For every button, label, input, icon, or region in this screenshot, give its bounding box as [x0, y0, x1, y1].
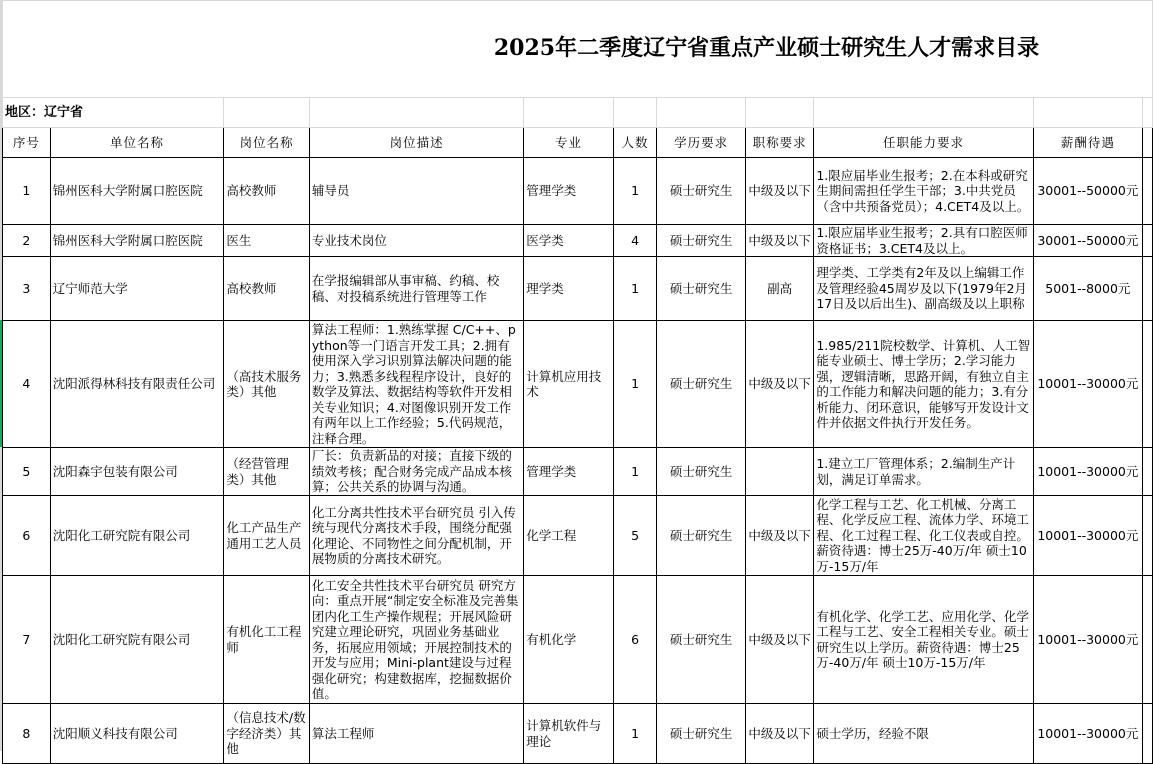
major-cell[interactable]: 管理学类: [524, 448, 613, 496]
desc-cell[interactable]: 辅导员: [309, 158, 523, 225]
unit-cell[interactable]: 沈阳派得林科技有限责任公司: [50, 321, 224, 448]
count-cell[interactable]: 1: [613, 704, 657, 764]
empty-cell[interactable]: [1142, 128, 1152, 158]
header-seq[interactable]: 序号: [3, 128, 51, 158]
empty-cell[interactable]: [1142, 496, 1152, 576]
empty-cell[interactable]: [613, 98, 657, 128]
unit-cell[interactable]: 锦州医科大学附属口腔医院: [50, 225, 224, 257]
post-cell[interactable]: 化工产品生产通用工艺人员: [224, 496, 310, 576]
header-unit[interactable]: 单位名称: [50, 128, 224, 158]
unit-cell[interactable]: 沈阳顺义科技有限公司: [50, 704, 224, 764]
major-cell[interactable]: 管理学类: [524, 158, 613, 225]
unit-cell[interactable]: 沈阳化工研究院有限公司: [50, 496, 224, 576]
empty-cell[interactable]: [1033, 98, 1142, 128]
education-cell[interactable]: 硕士研究生: [657, 321, 745, 448]
empty-cell[interactable]: [1142, 98, 1152, 128]
count-cell[interactable]: 6: [613, 576, 657, 704]
salary-cell[interactable]: 10001--30000元: [1033, 448, 1142, 496]
table-row: [3, 225, 1153, 257]
seq-cell[interactable]: 3: [3, 257, 51, 321]
empty-cell[interactable]: [1142, 257, 1152, 321]
table-row: [3, 257, 1153, 321]
ability-cell[interactable]: 1.985/211院校数学、计算机、人工智能专业硕士、博士学历；2.学习能力强，逻辑清晰，思路开阔，有独立自主的工作能力和解决问题的能力；3.有分析能力、闭环意识，能够写开发设计文件并依据文件执行开发任务。: [814, 321, 1033, 448]
salary-cell[interactable]: 10001--30000元: [1033, 321, 1142, 448]
unit-cell[interactable]: 辽宁师范大学: [50, 257, 224, 321]
post-cell[interactable]: 高校教师: [224, 257, 310, 321]
desc-cell[interactable]: 算法工程师：1.熟练掌握 C/C++、python等一门语言开发工具；2.拥有使用深入学习识别算法解决问题的能力；3.熟悉多线程程序设计，良好的数学及算法、数据结构等软件开发相关专业知识；4.对图像识别开发工作有两年以上工作经验；5.代码规范，注释合理。: [309, 321, 523, 448]
ability-cell[interactable]: 理学类、工学类有2年及以上编辑工作及管理经验45周岁及以下(1979年2月17日及以后出生)、副高级及以上职称: [814, 257, 1033, 321]
header-title-req[interactable]: 职称要求: [745, 128, 814, 158]
unit-cell[interactable]: 沈阳化工研究院有限公司: [50, 576, 224, 704]
title-req-cell[interactable]: 中级及以下: [745, 576, 814, 704]
post-cell[interactable]: 高校教师: [224, 158, 310, 225]
empty-cell[interactable]: [814, 98, 1033, 128]
table-row: [3, 496, 1153, 576]
ability-cell[interactable]: 有机化学、化学工艺、应用化学、化学工程与工艺、安全工程相关专业。硕士研究生以上学历。薪资待遇：博士25万-40万/年 硕士10万-15万/年: [814, 576, 1033, 704]
education-cell[interactable]: 硕士研究生: [657, 225, 745, 257]
header-row: [3, 128, 1153, 158]
talent-demand-table: [2, 0, 1153, 764]
post-cell[interactable]: （高技术服务类）其他: [224, 321, 310, 448]
desc-cell[interactable]: 在学报编辑部从事审稿、约稿、校稿、对投稿系统进行管理等工作: [309, 257, 523, 321]
desc-cell[interactable]: 厂长：负责新品的对接；直接下级的绩效考核；配合财务完成产品成本核算；公共关系的协调与沟通。: [309, 448, 523, 496]
major-cell[interactable]: 医学类: [524, 225, 613, 257]
seq-cell[interactable]: 6: [3, 496, 51, 576]
header-salary[interactable]: 薪酬待遇: [1033, 128, 1142, 158]
empty-cell[interactable]: [1142, 225, 1152, 257]
post-cell[interactable]: （经营管理类）其他: [224, 448, 310, 496]
empty-cell[interactable]: [745, 98, 814, 128]
header-ability[interactable]: 任职能力要求: [814, 128, 1033, 158]
ability-cell[interactable]: 1.建立工厂管理体系；2.编制生产计划，满足订单需求。: [814, 448, 1033, 496]
title-req-cell[interactable]: 中级及以下: [745, 225, 814, 257]
count-cell[interactable]: 1: [613, 257, 657, 321]
unit-cell[interactable]: 锦州医科大学附属口腔医院: [50, 158, 224, 225]
count-cell[interactable]: 5: [613, 496, 657, 576]
title-req-cell[interactable]: 副高: [745, 257, 814, 321]
empty-cell[interactable]: [224, 98, 310, 128]
empty-cell[interactable]: [657, 98, 745, 128]
education-cell[interactable]: 硕士研究生: [657, 704, 745, 764]
empty-cell[interactable]: [524, 98, 613, 128]
major-cell[interactable]: 理学类: [524, 257, 613, 321]
desc-cell[interactable]: 化工安全共性技术平台研究员 研究方向：重点开展“制定安全标准及完善集团内化工生产操作规程；开展风险研究建立理论研究，巩固业务基础业务，拓展应用领域；开展控制技术的开发与应用；Mini-plant建设与过程强化研究；构建数据库，挖掘数据价值。: [309, 576, 523, 704]
empty-cell[interactable]: [1142, 321, 1152, 448]
count-cell[interactable]: 1: [613, 448, 657, 496]
header-post[interactable]: 岗位名称: [224, 128, 310, 158]
seq-cell[interactable]: 7: [3, 576, 51, 704]
post-cell[interactable]: 医生: [224, 225, 310, 257]
title-req-cell[interactable]: [745, 448, 814, 496]
title-req-cell[interactable]: 中级及以下: [745, 496, 814, 576]
header-count[interactable]: 人数: [613, 128, 657, 158]
count-cell[interactable]: 1: [613, 321, 657, 448]
education-cell[interactable]: 硕士研究生: [657, 576, 745, 704]
title-req-cell[interactable]: 中级及以下: [745, 158, 814, 225]
count-cell[interactable]: 4: [613, 225, 657, 257]
spreadsheet: [2, 0, 1153, 764]
seq-cell[interactable]: 5: [3, 448, 51, 496]
title-req-cell[interactable]: 中级及以下: [745, 321, 814, 448]
seq-cell[interactable]: 1: [3, 158, 51, 225]
table-row: [3, 158, 1153, 225]
ability-cell[interactable]: 化学工程与工艺、化工机械、分离工程、化学反应工程、流体力学、环境工程、化工过程工程、化工仪表或自控。薪资待遇：博士25万-40万/年 硕士10万-15万/年: [814, 496, 1033, 576]
header-major[interactable]: 专业: [524, 128, 613, 158]
desc-cell[interactable]: 算法工程师: [309, 704, 523, 764]
table-row: [3, 448, 1153, 496]
region-label[interactable]: 地区：辽宁省: [3, 98, 224, 128]
education-cell[interactable]: 硕士研究生: [657, 158, 745, 225]
count-cell[interactable]: 1: [613, 158, 657, 225]
empty-cell[interactable]: [309, 98, 523, 128]
major-cell[interactable]: 计算机软件与理论: [524, 704, 613, 764]
header-education[interactable]: 学历要求: [657, 128, 745, 158]
sheet-title[interactable]: 2025年二季度辽宁省重点产业硕士研究生人才需求目录: [3, 1, 1153, 98]
seq-cell[interactable]: 4: [3, 321, 51, 448]
ability-cell[interactable]: 1.限应届毕业生报考；2.在本科或研究生期间需担任学生干部；3.中共党员（含中共预备党员）；4.CET4及以上。: [814, 158, 1033, 225]
education-cell[interactable]: 硕士研究生: [657, 496, 745, 576]
post-cell[interactable]: 有机化工工程师: [224, 576, 310, 704]
salary-cell[interactable]: 30001--50000元: [1033, 225, 1142, 257]
title-req-cell[interactable]: 中级及以下: [745, 704, 814, 764]
salary-cell[interactable]: 10001--30000元: [1033, 496, 1142, 576]
education-cell[interactable]: 硕士研究生: [657, 448, 745, 496]
empty-cell[interactable]: [1142, 158, 1152, 225]
empty-cell[interactable]: [1142, 448, 1152, 496]
seq-cell[interactable]: 8: [3, 704, 51, 764]
major-cell[interactable]: 化学工程: [524, 496, 613, 576]
empty-cell[interactable]: [1142, 576, 1152, 704]
ability-cell[interactable]: 1.限应届毕业生报考；2.具有口腔医师资格证书；3.CET4及以上。: [814, 225, 1033, 257]
empty-cell[interactable]: [1142, 704, 1152, 764]
seq-cell[interactable]: 2: [3, 225, 51, 257]
post-cell[interactable]: （信息技术/数字经济类）其他: [224, 704, 310, 764]
unit-cell[interactable]: 沈阳森宇包装有限公司: [50, 448, 224, 496]
table-row: [3, 576, 1153, 704]
table-row: [3, 321, 1153, 448]
table-row: [3, 704, 1153, 764]
salary-cell[interactable]: 5001--8000元: [1033, 257, 1142, 321]
salary-cell[interactable]: 30001--50000元: [1033, 158, 1142, 225]
education-cell[interactable]: 硕士研究生: [657, 257, 745, 321]
salary-cell[interactable]: 10001--30000元: [1033, 576, 1142, 704]
desc-cell[interactable]: 专业技术岗位: [309, 225, 523, 257]
desc-cell[interactable]: 化工分离共性技术平台研究员 引入传统与现代分离技术手段，围绕分配强化理论、不同物性之间分配机制，开展物质的分离技术研究。: [309, 496, 523, 576]
header-desc[interactable]: 岗位描述: [309, 128, 523, 158]
ability-cell[interactable]: 硕士学历，经验不限: [814, 704, 1033, 764]
major-cell[interactable]: 有机化学: [524, 576, 613, 704]
major-cell[interactable]: 计算机应用技术: [524, 321, 613, 448]
salary-cell[interactable]: 10001--30000元: [1033, 704, 1142, 764]
